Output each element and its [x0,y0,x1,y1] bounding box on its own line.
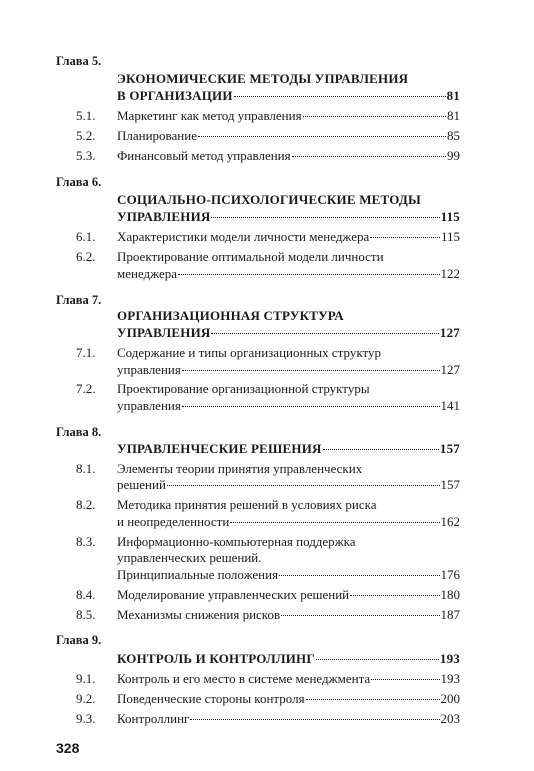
entry-title: и неопределенности [117,514,230,529]
dot-leader [350,595,439,596]
chapter-label: Глава 7. [56,293,102,307]
section-number: 8.1. [76,461,96,476]
entry-title: Контроллинг [117,711,190,726]
chapter-title-line [117,440,460,457]
page-ref: 115 [440,229,460,244]
dot-leader [167,485,440,486]
toc-entry [117,566,460,583]
entry-title: Поведенческие стороны контроля [117,691,305,706]
toc-entry [117,513,460,530]
chapter-title-line [117,650,460,667]
page-ref: 122 [440,266,460,281]
entry-title: управленческих решений. [117,550,262,565]
entry-title: Механизмы снижения рисков [117,607,281,622]
dot-leader [292,156,446,157]
dot-leader [281,615,439,616]
chapter-label: Глава 8. [56,425,102,439]
page-ref: 81 [446,88,460,103]
dot-leader [370,237,440,238]
section-number: 8.3. [76,534,96,549]
toc-entry [117,361,460,378]
section-number: 7.2. [76,381,96,396]
chapter-label: Глава 6. [56,175,102,189]
dot-leader [306,699,440,700]
entry-title: Планирование [117,128,197,143]
entry-title: УПРАВЛЕНИЯ [117,209,211,224]
entry-title: Моделирование управленческих решений [117,587,350,602]
page-ref: 85 [447,128,460,143]
entry-title: УПРАВЛЕНИЯ [117,325,211,340]
entry-title: КОНТРОЛЬ И КОНТРОЛЛИНГ [117,651,315,666]
page-ref: 193 [439,651,460,666]
entry-title: управления [117,362,181,377]
page-ref: 127 [439,325,460,340]
toc-entry [117,549,460,566]
page-ref: 176 [440,567,460,582]
chapter-title-line [117,70,460,87]
section-number: 8.4. [76,587,96,602]
chapter-title-line [117,87,460,104]
section-number: 5.1. [76,108,96,123]
toc-entry [117,107,460,124]
entry-title: Проектирование организационной структуры [117,381,370,396]
entry-title: менеджера [117,266,178,281]
entry-title: Содержание и типы организационных структур [117,345,381,360]
toc-entry [117,344,460,361]
chapter-title-line [117,324,460,341]
dot-leader [211,217,439,218]
toc-entry [117,496,460,513]
page-ref: 193 [440,671,460,686]
section-number: 9.3. [76,711,96,726]
toc-entry [117,147,460,164]
section-number: 9.2. [76,691,96,706]
dot-leader [182,370,440,371]
dot-leader [178,274,439,275]
toc-entry [117,710,460,727]
page-ref: 115 [440,209,460,224]
dot-leader [323,449,439,450]
dot-leader [234,96,446,97]
page-ref: 157 [440,477,460,492]
dot-leader [316,659,439,660]
entry-title: Проектирование оптимальной модели личности [117,249,384,264]
entry-title: СОЦИАЛЬНО-ПСИХОЛОГИЧЕСКИЕ МЕТОДЫ [117,192,422,207]
entry-title: Принципиальные положения [117,567,279,582]
toc-entry [117,690,460,707]
entry-title: ЭКОНОМИЧЕСКИЕ МЕТОДЫ УПРАВЛЕНИЯ [117,71,409,86]
entry-title: управления [117,398,181,413]
toc-entry [117,476,460,493]
entry-title: Контроль и его место в системе менеджмента [117,671,371,686]
section-number: 8.2. [76,497,96,512]
entry-title: Финансовый метод управления [117,148,291,163]
toc-entry [117,670,460,687]
toc-entry [117,533,460,550]
dot-leader [211,333,438,334]
section-number: 6.2. [76,249,96,264]
page-ref: 200 [440,691,460,706]
entry-title: В ОРГАНИЗАЦИИ [117,88,233,103]
entry-title: Информационно-компьютерная поддержка [117,534,356,549]
entry-title: Методика принятия решений в условиях риска [117,497,377,512]
page-number: 328 [56,740,80,756]
entry-title: решений [117,477,166,492]
page-ref: 127 [440,362,460,377]
dot-leader [182,406,440,407]
toc-entry [117,228,460,245]
page-ref: 81 [447,108,460,123]
section-number: 6.1. [76,229,96,244]
entry-title: Характеристики модели личности менеджера [117,229,370,244]
toc-entry [117,380,460,397]
dot-leader [279,575,439,576]
toc-entry [117,248,460,265]
section-number: 8.5. [76,607,96,622]
page-ref: 99 [447,148,460,163]
chapter-label: Глава 5. [56,54,102,68]
entry-title: УПРАВЛЕНЧЕСКИЕ РЕШЕНИЯ [117,441,322,456]
dot-leader [190,719,439,720]
page-ref: 141 [440,398,460,413]
page-ref: 203 [440,711,460,726]
toc-entry [117,265,460,282]
section-number: 5.3. [76,148,96,163]
entry-title: Элементы теории принятия управленческих [117,461,363,476]
section-number: 5.2. [76,128,96,143]
chapter-label: Глава 9. [56,633,102,647]
toc-entry [117,127,460,144]
page-ref: 157 [439,441,460,456]
toc-entry [117,397,460,414]
section-number: 9.1. [76,671,96,686]
dot-leader [371,679,439,680]
dot-leader [303,116,446,117]
dot-leader [230,522,439,523]
dot-leader [198,136,446,137]
page-ref: 187 [440,607,460,622]
section-number: 7.1. [76,345,96,360]
chapter-title-line [117,191,460,208]
toc-entry [117,586,460,603]
page-ref: 162 [440,514,460,529]
chapter-title-line [117,208,460,225]
entry-title: ОРГАНИЗАЦИОННАЯ СТРУКТУРА [117,308,344,323]
page-ref: 180 [440,587,460,602]
chapter-title-line [117,307,460,324]
entry-title: Маркетинг как метод управления [117,108,302,123]
toc-entry [117,606,460,623]
toc-entry [117,460,460,477]
